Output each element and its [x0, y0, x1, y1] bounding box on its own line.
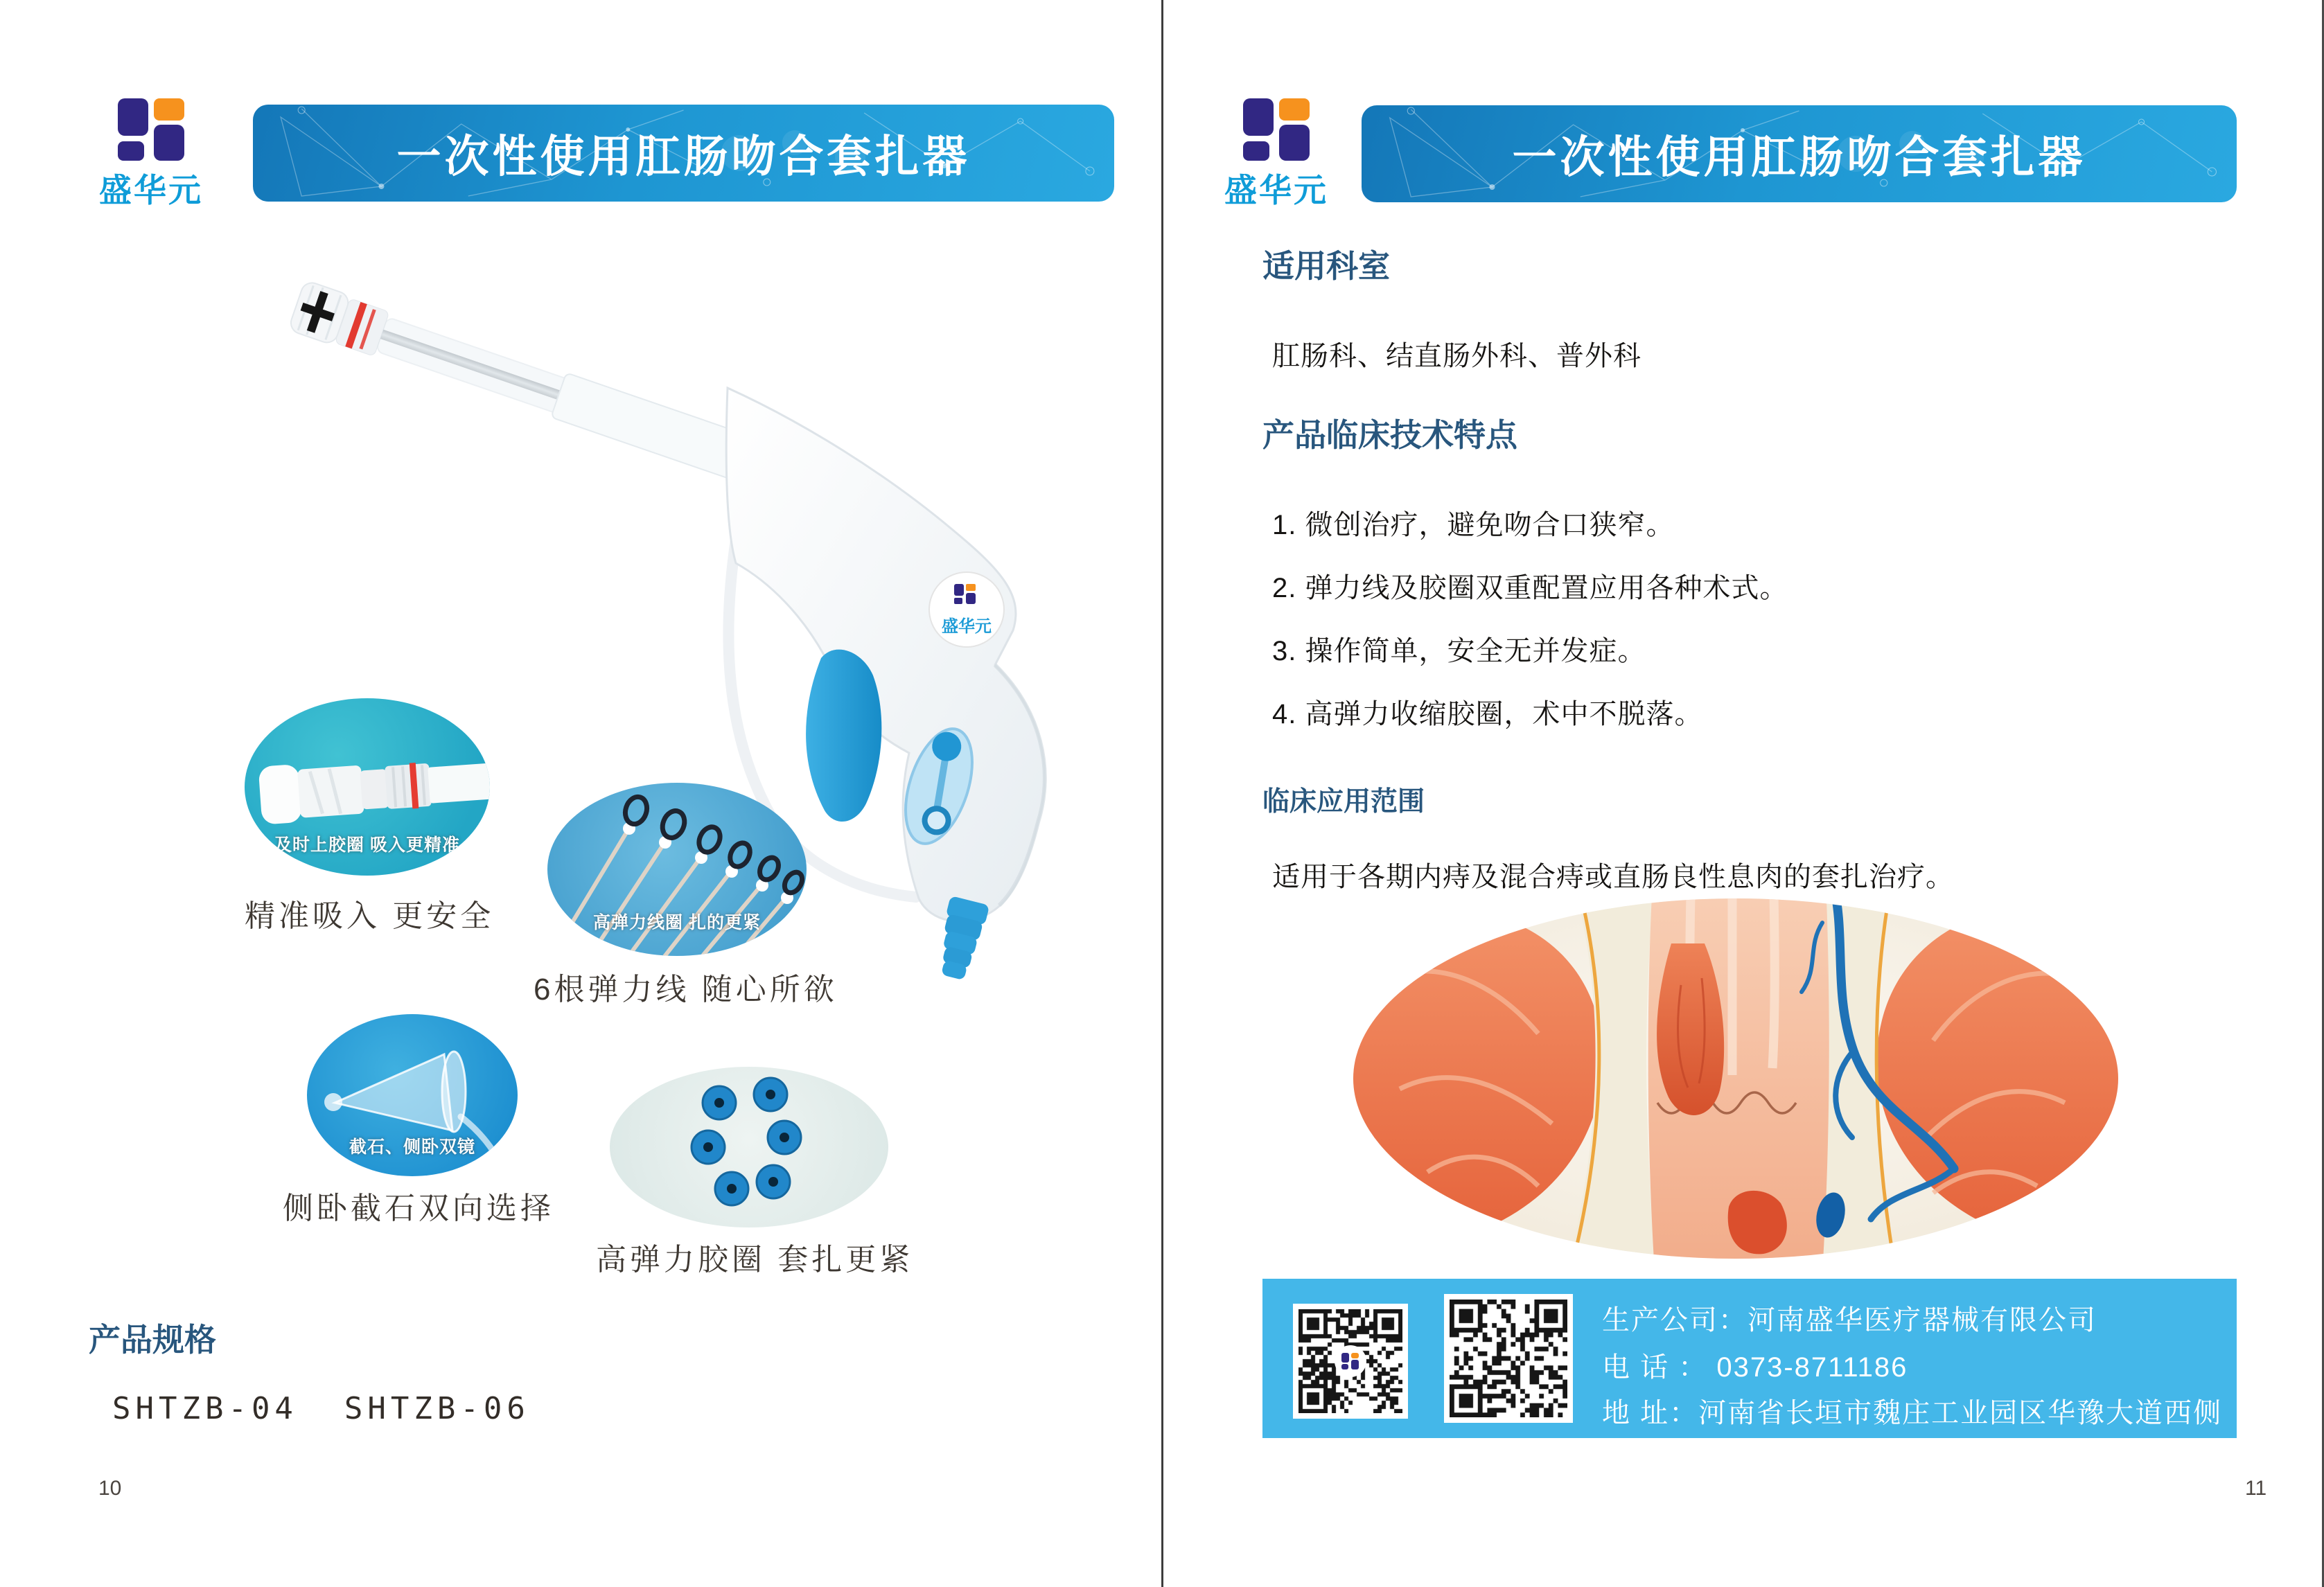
specs-models: SHTZB-04 SHTZB-06 [112, 1391, 530, 1426]
anatomy-illustration [1344, 895, 2127, 1262]
tech-item: 2. 弹力线及胶圈双重配置应用各种术式。 [1272, 573, 1788, 603]
brand-logo [96, 98, 206, 211]
tech-section-title: 产品临床技术特点 [1262, 417, 1517, 453]
feature-caption: 侧卧截石双向选择 [283, 1191, 554, 1225]
feature-overlay-caption: 高弹力线圈 扎的更紧 [593, 913, 761, 932]
device-sticker-text: 盛华元 [942, 617, 992, 636]
page-divider-line [1161, 0, 1163, 1587]
qr-code-1-logo-icon [1335, 1345, 1366, 1377]
feature-caption: 6根弹力线 随心所欲 [534, 973, 838, 1007]
specs-section-title: 产品规格 [89, 1322, 216, 1358]
qr-code-2-pattern [1450, 1300, 1567, 1417]
brand-logo-icon [1243, 98, 1310, 161]
tech-item: 4. 高弹力收缩胶圈，术中不脱落。 [1272, 699, 1703, 729]
feature-overlay-caption: 及时上胶圈 吸入更精准 [274, 835, 460, 855]
brand-wordmark: 盛华元 [99, 172, 203, 209]
feature-caption: 高弹力胶圈 套扎更紧 [596, 1243, 914, 1277]
footer-company-line: 生产公司：河南盛华医疗器械有限公司 [1602, 1305, 2097, 1336]
device-sticker [929, 572, 1004, 647]
rubber-rings-drawing [610, 1067, 888, 1227]
feature-image-suction-tip [245, 698, 490, 876]
dept-body: 肛肠科、结直肠外科、普外科 [1272, 341, 1641, 371]
scope-body: 适用于各期内痔及混合痔或直肠良性息肉的套扎治疗。 [1272, 862, 1954, 892]
feature-caption: 精准吸入 更安全 [245, 899, 495, 933]
device-trigger [806, 650, 881, 822]
footer-contact-box [1262, 1279, 2237, 1438]
feature-image-elastic-threads [547, 783, 807, 956]
page-number-right: 11 [2245, 1477, 2267, 1500]
page-number-left: 10 [98, 1477, 122, 1500]
footer-phone-line: 电 话 ： 0373-8711186 [1602, 1352, 1908, 1383]
page-title: 一次性使用肛肠吻合套扎器 [1512, 132, 2086, 182]
brand-logo [1221, 98, 1332, 211]
footer-address-line: 地 址：河南省长垣市魏庄工业园区华豫大道西侧 [1602, 1398, 2223, 1428]
dept-section-title: 适用科室 [1262, 248, 1390, 284]
page-title-banner [253, 105, 1114, 202]
brand-wordmark: 盛华元 [1224, 172, 1328, 209]
feature-overlay-caption: 截石、侧卧双镜 [349, 1137, 475, 1157]
tech-item: 1. 微创治疗，避免吻合口狭窄。 [1272, 510, 1675, 540]
tech-item: 3. 操作简单，安全无并发症。 [1272, 636, 1646, 666]
feature-image-anoscope [307, 1014, 518, 1176]
qr-code-1 [1293, 1304, 1408, 1419]
qr-code-2 [1444, 1294, 1573, 1423]
feature-image-rubber-rings [610, 1067, 888, 1227]
brand-logo-icon [118, 98, 184, 161]
page-title: 一次性使用肛肠吻合套扎器 [396, 132, 971, 181]
page-title-banner [1362, 105, 2237, 202]
scope-section-title: 临床应用范围 [1262, 787, 1425, 817]
